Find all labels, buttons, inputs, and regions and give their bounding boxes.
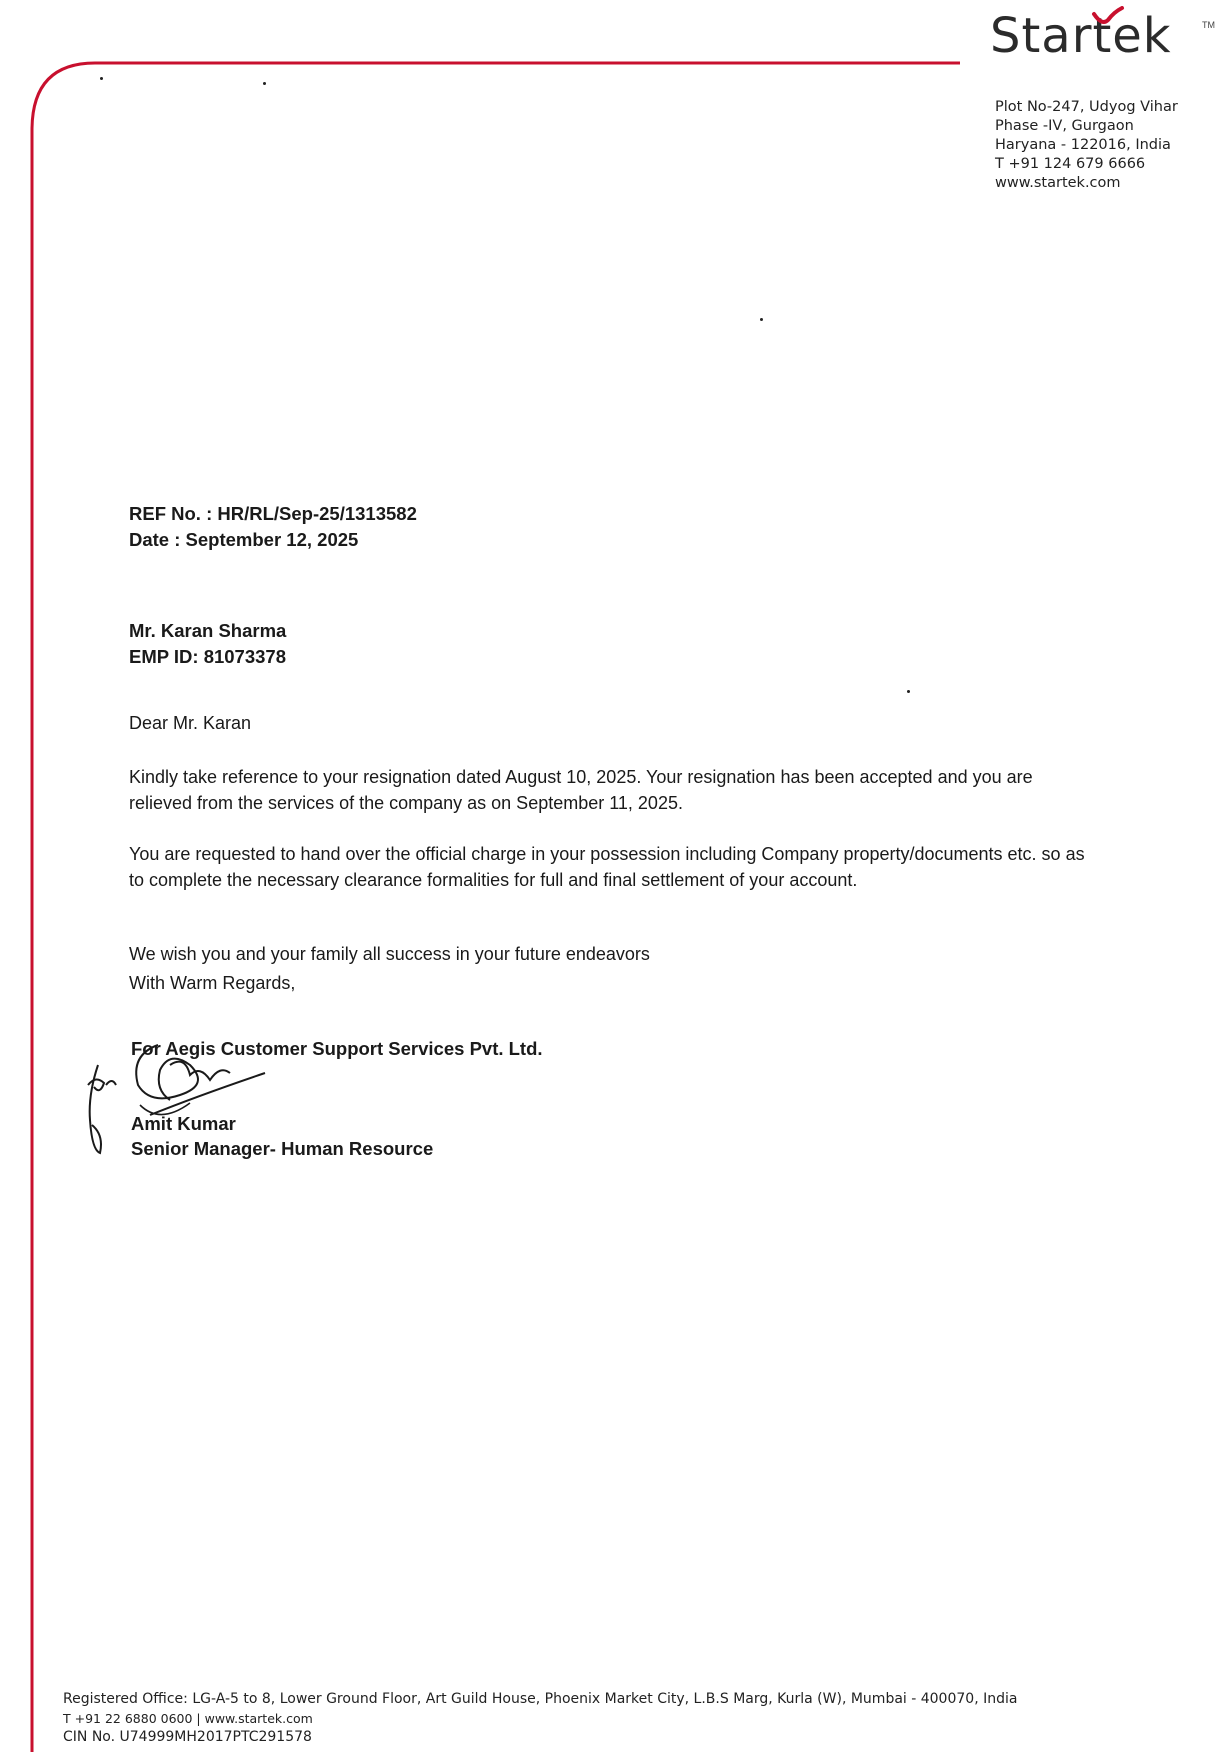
scan-speck (100, 77, 103, 80)
startek-logo (990, 8, 1215, 72)
footer-contact: T +91 22 6880 0600 | www.startek.com (63, 1711, 313, 1726)
paragraph-wishes: We wish you and your family all success in your future endeavors (129, 944, 650, 964)
employee-id: EMP ID: 81073378 (129, 646, 287, 667)
signer-title: Senior Manager- Human Resource (131, 1138, 434, 1159)
scan-speck (907, 690, 910, 693)
letter-date: Date : September 12, 2025 (129, 529, 359, 550)
address-line-1: Plot No-247, Udyog Vihar (995, 99, 1178, 115)
scan-speck (263, 82, 266, 85)
reference-block (129, 501, 417, 553)
address-line-3: Haryana - 122016, India (995, 137, 1171, 153)
company-signoff: For Aegis Customer Support Services Pvt. Ltd. (131, 1038, 543, 1059)
logo-check-icon (1088, 6, 1128, 28)
reference-number: REF No. : HR/RL/Sep-25/1313582 (129, 503, 417, 524)
company-address (995, 98, 1178, 193)
trademark-mark: TM (1202, 20, 1215, 30)
paragraph-resignation: Kindly take reference to your resignation dated August 10, 2025. Your resignation has been accepted and you are relieved from the services of the company as on September 11, 2025. (129, 767, 1033, 813)
recipient-name: Mr. Karan Sharma (129, 620, 287, 641)
address-phone: T +91 124 679 6666 (995, 156, 1146, 172)
footer (63, 1690, 1017, 1747)
recipient-block (129, 618, 286, 670)
paragraph-handover: You are requested to hand over the official charge in your possession including Company property/documents etc. so as to complete the necessary clearance formalities for full and final settlement of your account. (129, 844, 1085, 890)
scan-speck (760, 318, 763, 321)
registered-office: Registered Office: LG-A-5 to 8, Lower Ground Floor, Art Guild House, Phoenix Market City, L.B.S Marg, Kurla (W), Mumbai - 400070, India (63, 1691, 1018, 1707)
address-website: www.startek.com (995, 175, 1121, 191)
address-line-2: Phase -IV, Gurgaon (995, 118, 1134, 134)
footer-cin: CIN No. U74999MH2017PTC291578 (63, 1729, 312, 1745)
logo-wordmark: Startek (990, 8, 1172, 64)
closing-regards: With Warm Regards, (129, 973, 296, 993)
salutation: Dear Mr. Karan (129, 713, 252, 733)
signer-name: Amit Kumar (131, 1113, 236, 1134)
